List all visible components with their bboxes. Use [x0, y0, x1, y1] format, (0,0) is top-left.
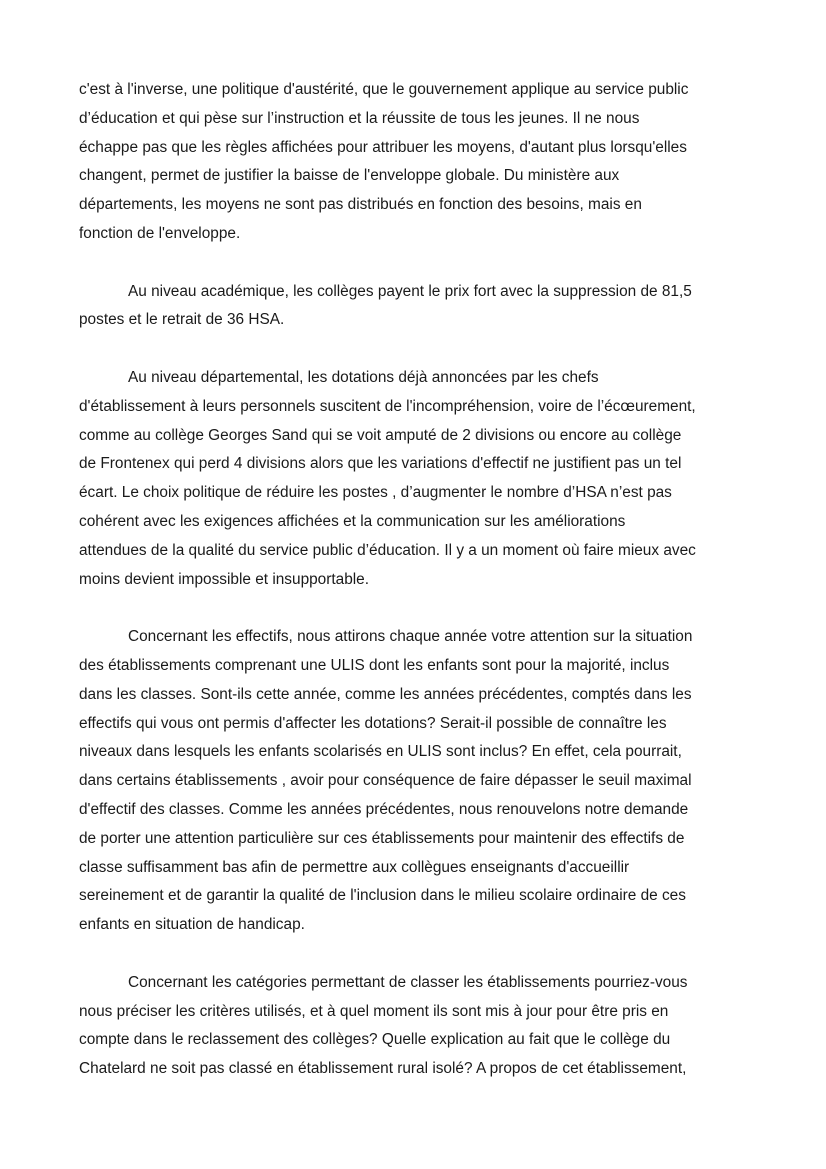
- text-line: de porter une attention particulière sur ces établissements pour maintenir des effectifs de: [79, 829, 685, 847]
- text-line: des établissements comprenant une ULIS dont les enfants sont pour la majorité, inclus: [79, 656, 670, 674]
- paragraph: [79, 969, 751, 1084]
- text-line: Au niveau académique, les collèges payent le prix fort avec la suppression de 81,5: [128, 282, 692, 300]
- text-line: Concernant les catégories permettant de classer les établissements pourriez-vous: [128, 973, 688, 991]
- text-line: de Frontenex qui perd 4 divisions alors que les variations d'effectif ne justifient pas un tel: [79, 455, 682, 473]
- text-line: Au niveau départemental, les dotations déjà annoncées par les chefs: [128, 368, 599, 386]
- text-line: d'effectif des classes. Comme les années précédentes, nous renouvelons notre demande: [79, 800, 689, 818]
- text-line: Chatelard ne soit pas classé en établissement rural isolé? A propos de cet établissement,: [79, 1060, 687, 1078]
- text-line: nous préciser les critères utilisés, et à quel moment ils sont mis à jour pour être pris en: [79, 1002, 669, 1020]
- text-line: compte dans le reclassement des collèges? Quelle explication au fait que le collège du: [79, 1031, 671, 1049]
- text-line: départements, les moyens ne sont pas distribués en fonction des besoins, mais en: [79, 196, 642, 214]
- text-line: échappe pas que les règles affichées pour attribuer les moyens, d'autant plus lorsqu'elles: [79, 138, 687, 156]
- text-line: dans les classes. Sont-ils cette année, comme les années précédentes, comptés dans les: [79, 685, 692, 703]
- text-line: c'est à l'inverse, une politique d'austérité, que le gouvernement applique au service public: [79, 81, 689, 98]
- text-line: effectifs qui vous ont permis d'affecter les dotations? Serait-il possible de connaître les: [79, 714, 667, 732]
- text-line: cohérent avec les exigences affichées et la communication sur les améliorations: [79, 512, 626, 530]
- text-line: Concernant les effectifs, nous attirons chaque année votre attention sur la situation: [128, 628, 693, 646]
- text-line: écart. Le choix politique de réduire les postes , d’augmenter le nombre d’HSA n’est pas: [79, 484, 672, 502]
- paragraph: [79, 278, 751, 336]
- text-line: postes et le retrait de 36 HSA.: [79, 311, 285, 329]
- text-line: d'établissement à leurs personnels suscitent de l'incompréhension, voire de l’écœurement,: [79, 397, 696, 415]
- text-line: d’éducation et qui pèse sur l’instruction et la réussite de tous les jeunes. Il ne nous: [79, 109, 640, 127]
- text-line: attendues de la qualité du service public d’éducation. Il y a un moment où faire mieux avec: [79, 541, 696, 559]
- text-line: sereinement et de garantir la qualité de l'inclusion dans le milieu scolaire ordinaire de ces: [79, 887, 686, 905]
- paragraph: [79, 623, 751, 940]
- paragraph: [79, 76, 751, 249]
- text-line: enfants en situation de handicap.: [79, 916, 305, 934]
- text-line: niveaux dans lesquels les enfants scolarisés en ULIS sont inclus? En effet, cela pourrait,: [79, 743, 682, 761]
- text-line: moins devient impossible et insupportable.: [79, 570, 370, 588]
- text-line: fonction de l'enveloppe.: [79, 224, 241, 242]
- text-line: dans certains établissements , avoir pour conséquence de faire dépasser le seuil maximal: [79, 772, 692, 790]
- text-line: changent, permet de justifier la baisse de l'enveloppe globale. Du ministère aux: [79, 167, 620, 185]
- text-line: classe suffisamment bas afin de permettre aux collègues enseignants d'accueillir: [79, 858, 630, 876]
- text-line: comme au collège Georges Sand qui se voit amputé de 2 divisions ou encore au collège: [79, 426, 682, 444]
- paragraph: [79, 364, 751, 594]
- document-body: [79, 76, 751, 1113]
